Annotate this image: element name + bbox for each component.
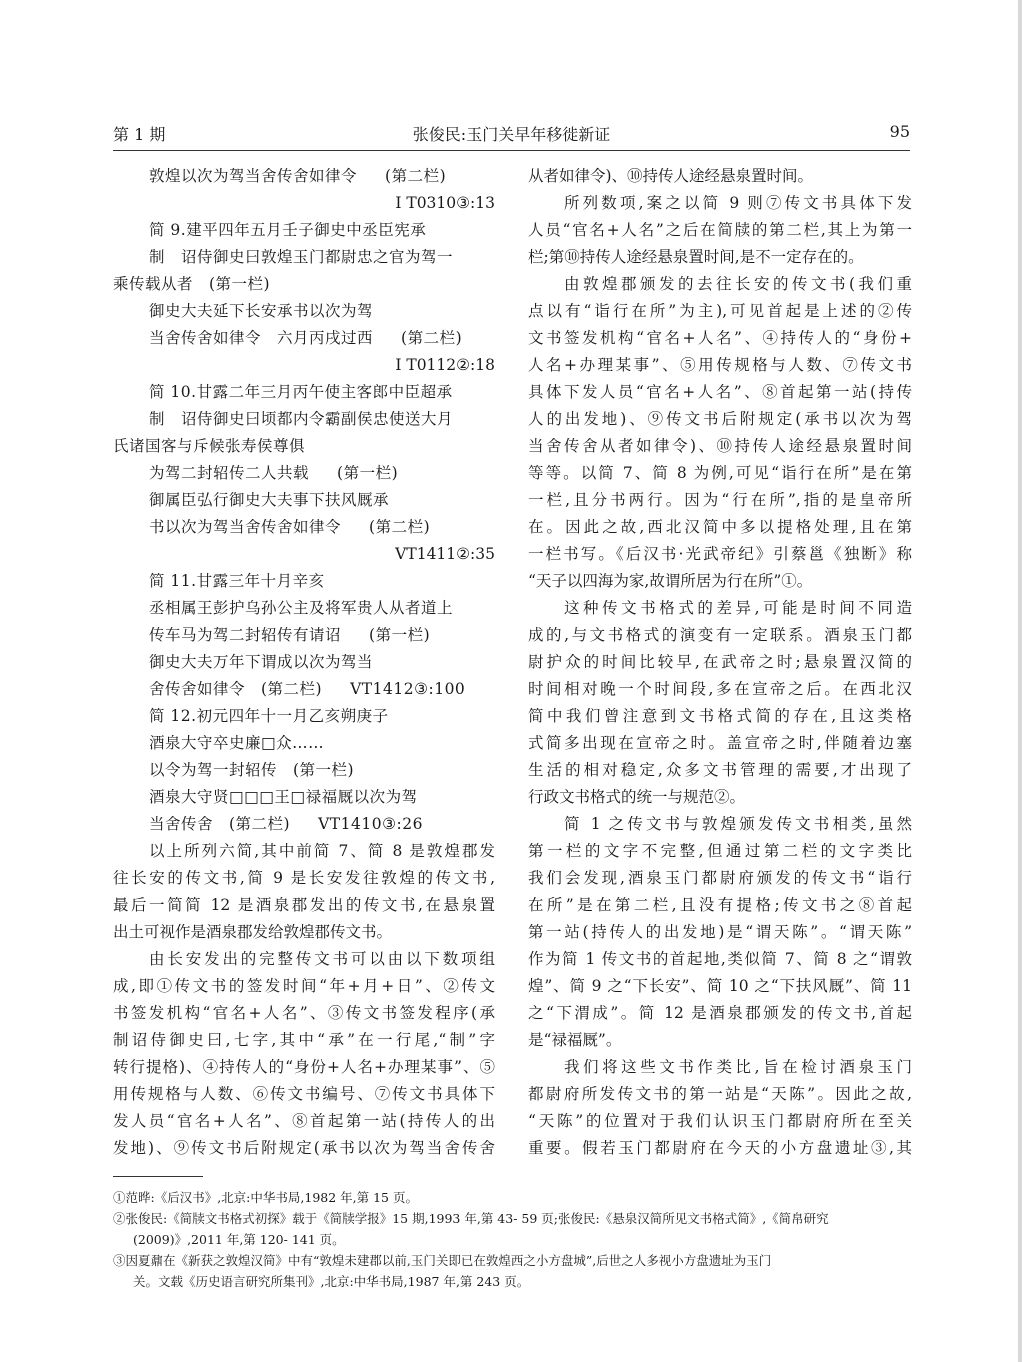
text-line: 制 诏侍御史曰敦煌玉门都尉忠之官为驾一 [149,248,454,266]
text-line: 成,即①传文书的签发时间“年+月+日”、②传文 [113,977,495,995]
running-header [113,122,910,152]
text-line: “天陈”的位置对于我们认识玉门都尉府所在至关 [528,1112,912,1130]
right-column [528,163,912,1162]
text-line [113,622,495,649]
text-line: 第一栏的文字不完整,但通过第二栏的文字类比 [528,842,912,860]
text-line: 所列数项,案之以简 9 则⑦传文书具体下发 [564,194,912,212]
text-line: 从者如律令)、⑩持传人途经悬泉置时间。 [528,167,814,185]
text-line: 由敦煌郡颁发的去往长安的传文书(我们重 [564,275,912,293]
text-line: 丞相属王彭护乌孙公主及将军贵人从者道上 [149,599,454,617]
line-segment: ⅤT1412③:100 [350,680,466,698]
page-number: 95 [889,122,910,141]
text-line: 人员“官名+人名”之后在简牍的第二栏,其上为第一 [528,221,912,239]
text-line: 作为简 1 传文书的首起地,类似简 7、简 8 之“谓敦 [528,950,912,968]
text-line: 以上所列六简,其中前简 7、简 8 是敦煌郡发 [149,842,495,860]
text-line: 酒泉大守卒史廉□众…… [149,734,325,752]
text-line: 用传规格与人数、⑥传文书编号、⑦传文书具体下 [113,1085,495,1103]
text-line: 制 诏侍御史曰顷都内令霸副侯忠使送大月 [149,410,454,428]
text-line: 点以有“诣行在所”为主),可见首起是上述的②传 [528,302,912,320]
header-rule [113,150,910,151]
line-segment: 敦煌以次为驾当舍传舍如律令 [149,167,358,185]
text-line [113,325,495,352]
text-line: “天子以四海为家,故谓所居为行在所”①。 [528,572,813,590]
text-line: 往长安的传文书,简 9 是长安发往敦煌的传文书, [113,869,495,887]
line-segment: (第二栏) [369,518,431,536]
text-line: 御属臣弘行御史大夫事下扶风厩承 [149,491,390,509]
footnote-line: ③因夏鼐在《新获之敦煌汉简》中有“敦煌未建郡以前,玉门关即已在敦煌西之小方盘城”,后世之人多视小方盘遗址为玉门 [113,1253,772,1268]
footnote-line: 关。文载《历史语言研究所集刊》,北京:中华书局,1987 年,第 243 页。 [133,1274,530,1289]
text-line: 时间相对晚一个时间段,多在宣帝之后。在西北汉 [528,680,912,698]
text-line: 简 11.甘露三年十月辛亥 [149,572,325,590]
text-line: 由长安发出的完整传文书可以由以下数项组 [149,950,495,968]
text-line: 我们将这些文书作类比,旨在检讨酒泉玉门 [564,1058,912,1076]
text-line: 最后一简简 12 是酒泉郡发出的传文书,在悬泉置 [113,896,495,914]
text-line: 转行提格)、④持传人的“身份+人名+办理某事”、⑤ [113,1058,495,1076]
line-segment: (第二栏) [401,329,463,347]
text-line: 制诏侍御史曰,七字,其中“承”在一行尾,“制”字 [113,1031,495,1049]
text-line: 具体下发人员“官名+人名”、⑧首起第一站(持传 [528,383,912,401]
text-line: 简 9.建平四年五月壬子御史中丞臣宪承 [149,221,427,239]
line-segment: 当舍传舍 (第二栏) [149,815,291,833]
text-line [113,460,495,487]
text-line: 第一站(持传人的出发地)是“谓天陈”。“谓天陈” [528,923,912,941]
page-edge [1018,0,1022,1362]
running-title: 张俊民:玉门关早年移徙新证 [412,125,611,144]
text-line: 是“禄福厩”。 [528,1031,622,1049]
text-line: 重要。假若玉门都尉府在今天的小方盘遗址③,其 [528,1139,912,1157]
text-line: 我们会发现,酒泉玉门都尉府颁发的传文书“诣行 [528,869,912,887]
text-line: 行政文书格式的统一与规范②。 [528,788,746,806]
text-line: 这种传文书格式的差异,可能是时间不同造 [564,599,912,617]
footnotes [113,1187,910,1292]
text-line: 出土可视作是酒泉郡发给敦煌郡传文书。 [113,923,393,941]
text-line: Ⅰ T0112②:18 [395,356,495,374]
text-line [113,514,495,541]
text-line: ⅤT1411②:35 [395,545,495,563]
text-line: 人的出发地)、⑨传文书后附规定(承书以次为驾 [528,410,912,428]
line-segment: 书以次为驾当舍传舍如律令 [149,518,342,536]
issue-label: 第 1 期 [113,125,166,144]
text-line: 酒泉大守贤□□□王□禄福厩以次为驾 [149,788,418,806]
text-line: 发地)、⑨传文书后附规定(承书以次为驾当舍传舍 [113,1139,495,1157]
footnote-line: ②张俊民:《简牍文书格式初探》载于《简牍学报》15 期,1993 年,第 43- 59 页;张俊民:《悬泉汉简所见文书格式简》,《简帛研究 [113,1211,829,1226]
text-line: 以令为驾一封轺传 (第一栏) [149,761,355,779]
text-line: 尉护众的时间比较早,在武帝之时;悬泉置汉简的 [528,653,912,671]
text-line: 文书签发机构“官名+人名”、④持传人的“身份+ [528,329,912,347]
text-line: 生活的相对稳定,众多文书管理的需要,才出现了 [528,761,912,779]
line-segment: 舍传舍如律令 (第二栏) [149,680,323,698]
text-line: Ⅰ T0310③:13 [395,194,495,212]
line-segment: 为驾二封轺传二人共载 [149,464,310,482]
text-line: 一栏,且分书两行。因为“行在所”,指的是皇帝所 [528,491,912,509]
text-line: 煌”、简 9 之“下长安”、简 10 之“下扶风厩”、简 11 [528,977,912,995]
line-segment: (第一栏) [369,626,431,644]
text-line: 乘传载从者 (第一栏) [113,275,271,293]
text-line: 当舍传舍从者如律令)、⑩持传人途经悬泉置时间 [528,437,912,455]
line-segment: ⅤT1410③:26 [318,815,423,833]
text-line: 御史大夫万年下谓成以次为驾当 [149,653,374,671]
line-segment: (第一栏) [337,464,399,482]
footnote-rule [113,1176,203,1177]
text-line: 书签发机构“官名+人名”、③传文书签发程序(承 [113,1004,495,1022]
text-line: 人名+办理某事”、⑤用传规格与人数、⑦传文书 [528,356,912,374]
text-line: 简 12.初元四年十一月乙亥朔庚子 [149,707,389,725]
text-line: 在。因此之故,西北汉简中多以提格处理,且在第 [528,518,912,536]
text-line: 成的,与文书格式的演变有一定联系。酒泉玉门都 [528,626,912,644]
text-line: 发人员“官名+人名”、⑧首起第一站(持传人的出 [113,1112,495,1130]
line-segment: 当舍传舍如律令 六月丙戌过西 [149,329,374,347]
text-line: 简 10.甘露二年三月丙午使主客郎中臣超承 [149,383,453,401]
line-segment: 传车马为驾二封轺传有请诏 [149,626,342,644]
text-line [113,676,495,703]
text-line: 氏诸国客与斥候张寿侯尊俱 [113,437,306,455]
footnote-line: (2009)》,2011 年,第 120- 141 页。 [133,1232,345,1247]
text-line: 之“下渭成”。简 12 是酒泉郡颁发的传文书,首起 [528,1004,912,1022]
text-line: 都尉府所发传文书的第一站是“天陈”。因此之故, [528,1085,912,1103]
text-line: 简 1 之传文书与敦煌颁发传文书相类,虽然 [564,815,912,833]
text-line [113,163,495,190]
text-line: 御史大夫延下长安承书以次为驾 [149,302,374,320]
left-column [113,163,495,1162]
text-line: 一栏书写。《后汉书·光武帝纪》引蔡邕《独断》称 [528,545,912,563]
text-line: 栏;第⑩持传人途经悬泉置时间,是不一定存在的。 [528,248,864,266]
line-segment: (第二栏) [385,167,447,185]
text-line: 在所”是在第二栏,且没有提格;传文书之⑧首起 [528,896,912,914]
footnote-line: ①范晔:《后汉书》,北京:中华书局,1982 年,第 15 页。 [113,1190,418,1205]
text-line: 简中我们曾注意到文书格式简的存在,且这类格 [528,707,912,725]
text-line [113,811,495,838]
text-line: 等等。以简 7、简 8 为例,可见“诣行在所”是在第 [528,464,912,482]
text-line: 式简多出现在宣帝之时。盖宣帝之时,伴随着边塞 [528,734,912,752]
